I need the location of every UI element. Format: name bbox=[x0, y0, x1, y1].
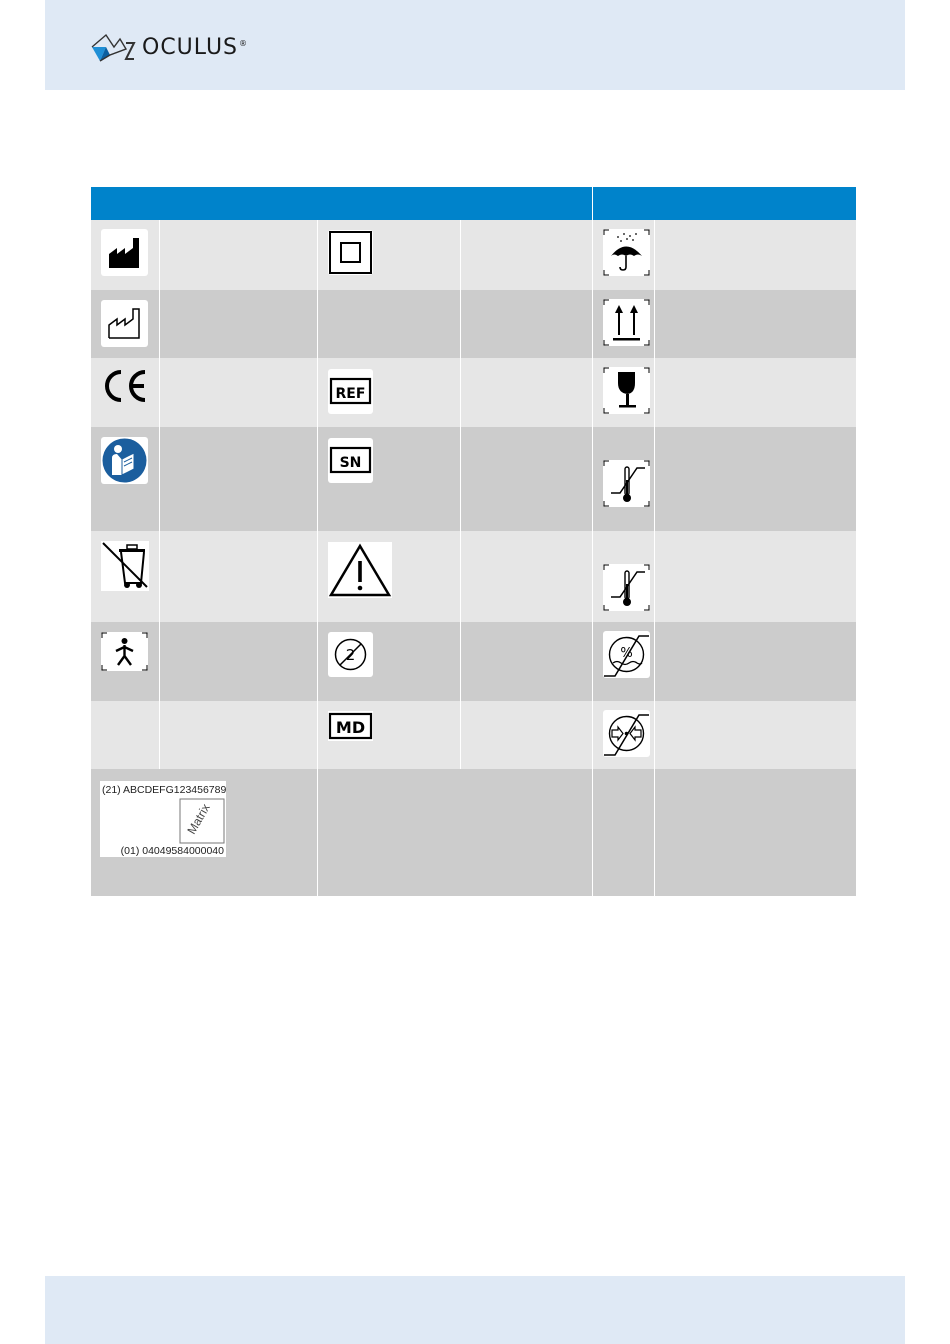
table-row bbox=[91, 290, 856, 358]
table-row bbox=[91, 358, 856, 427]
ce-mark-icon bbox=[101, 368, 148, 404]
page-footer-band bbox=[45, 1276, 905, 1344]
warning-icon bbox=[328, 542, 392, 598]
svg-text:2: 2 bbox=[345, 646, 356, 664]
svg-text:SN: SN bbox=[339, 455, 362, 471]
pressure-limit-icon bbox=[603, 710, 650, 757]
sn-icon bbox=[328, 438, 373, 483]
fragile-icon bbox=[603, 367, 650, 414]
keep-dry-icon bbox=[603, 229, 650, 276]
header-cell-symbols bbox=[91, 187, 591, 220]
table-header-row bbox=[91, 187, 856, 220]
header-cell-packaging bbox=[593, 187, 856, 220]
table-row bbox=[91, 622, 856, 701]
temperature-limit-icon bbox=[603, 460, 650, 507]
svg-text:MD: MD bbox=[335, 718, 366, 737]
table-row bbox=[91, 769, 856, 896]
data-matrix-label: Matrix bbox=[184, 801, 213, 837]
oculus-logo bbox=[90, 30, 248, 66]
temperature-limit-icon bbox=[603, 564, 650, 611]
table-row bbox=[91, 531, 856, 622]
table-row bbox=[91, 220, 856, 290]
oculus-logo-mark-icon bbox=[90, 33, 138, 63]
protection-class-ii-icon bbox=[328, 230, 373, 275]
table-row bbox=[91, 427, 856, 531]
read-instructions-icon bbox=[101, 437, 148, 484]
humidity-limit-icon bbox=[603, 631, 650, 678]
barcode-serial-line: (21) ABCDEFG123456789 bbox=[102, 784, 226, 796]
svg-text:REF: REF bbox=[335, 386, 366, 402]
do-not-reuse-icon bbox=[328, 632, 373, 677]
date-of-manufacture-icon bbox=[101, 300, 148, 347]
barcode-gtin-line: (01) 04049584000040 bbox=[120, 845, 224, 857]
weee-disposal-icon bbox=[101, 541, 149, 591]
brand-name: OCULUS® bbox=[142, 35, 249, 60]
this-way-up-icon bbox=[603, 299, 650, 346]
barcode-example bbox=[100, 781, 226, 857]
md-icon bbox=[328, 711, 373, 741]
manufacturer-icon bbox=[101, 229, 148, 276]
svg-text:%: % bbox=[620, 646, 633, 661]
type-b-applied-part-icon bbox=[101, 632, 148, 671]
ref-icon bbox=[328, 369, 373, 414]
table-row bbox=[91, 701, 856, 769]
